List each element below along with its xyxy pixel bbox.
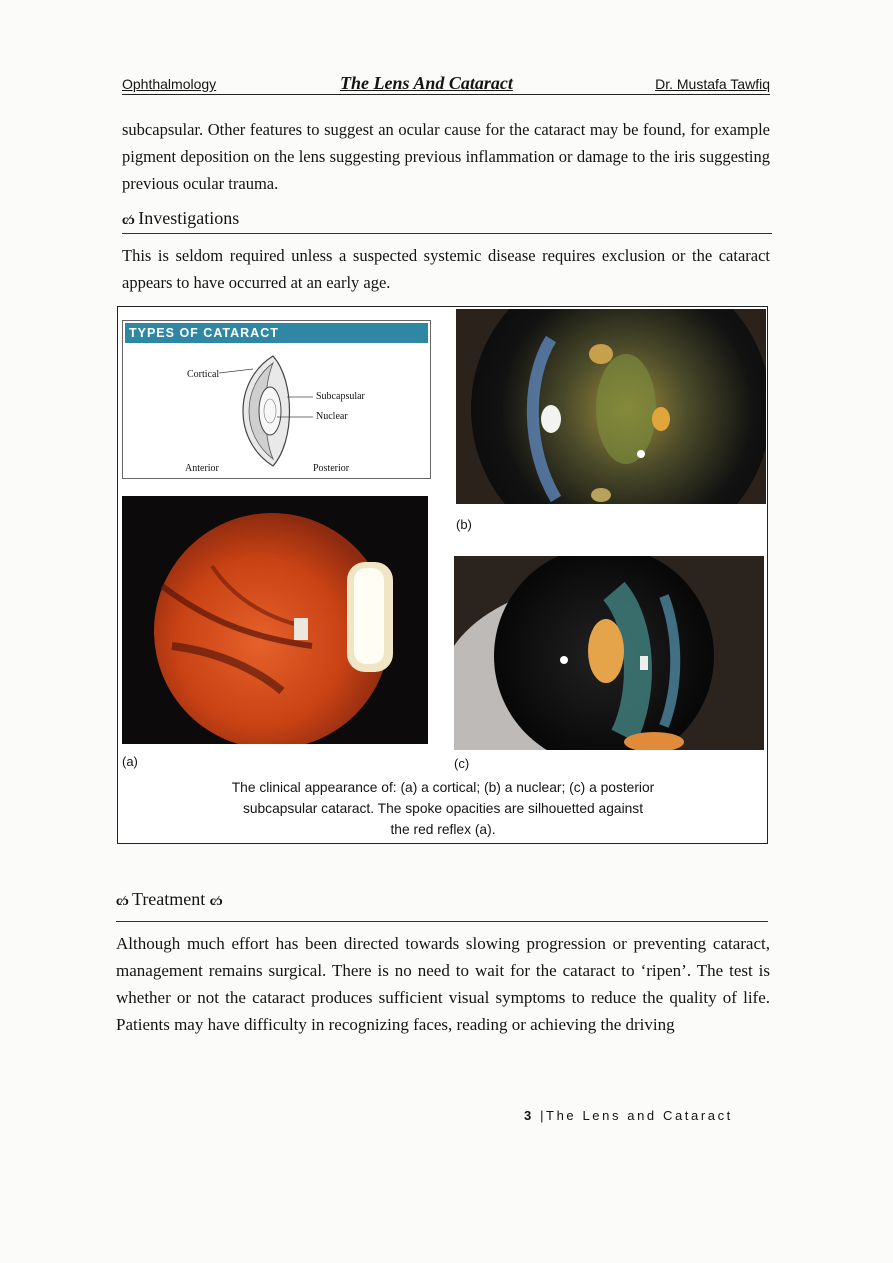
label-nuclear: Nuclear — [316, 411, 348, 422]
label-subcapsular: Subcapsular — [316, 391, 365, 402]
types-of-cataract-diagram — [122, 320, 431, 479]
header-title: The Lens And Cataract — [340, 73, 513, 93]
diagram-title: TYPES OF CATARACT — [125, 323, 428, 343]
label-posterior: Posterior — [313, 463, 350, 474]
header-author: Dr. Mustafa Tawfiq — [655, 76, 770, 92]
section-divider — [116, 921, 768, 922]
investigations-title: Investigations — [138, 208, 240, 228]
treatment-paragraph: Although much effort has been directed towards slowing progression or preventing cataract, management remains surgical. There is no need to wait for the cataract to ‘ripen’. The test is whether or not the cataract produces sufficient visual symptoms to reduce the quality of life. Patients may have difficulty in recognizing faces, reading or achieving the driving — [116, 934, 770, 1034]
footer-separator: | — [540, 1108, 547, 1123]
label-a: (a) — [122, 754, 138, 769]
page-number: 3 — [524, 1108, 534, 1123]
investigations-paragraph: This is seldom required unless a suspected systemic disease requires exclusion or the cataract appears to have occurred at an early age. — [122, 246, 770, 292]
ornament-icon: c∕ɔ — [116, 894, 128, 909]
section-divider — [122, 233, 772, 234]
nuclear-cataract-photo — [456, 309, 766, 504]
caption-line: the red reflex (a). — [390, 822, 496, 837]
intro-paragraph: subcapsular. Other features to suggest an ocular cause for the cataract may be found, for example pigment deposition on the lens suggesting previous inflammation or damage to the iris suggesting previous ocular trauma. — [122, 120, 770, 193]
treatment-heading — [116, 889, 222, 910]
figure-box — [117, 306, 768, 844]
header-subject: Ophthalmology — [122, 76, 217, 92]
label-b: (b) — [456, 517, 472, 532]
label-anterior: Anterior — [185, 463, 219, 474]
lens-cross-section-icon — [123, 321, 432, 480]
posterior-subcapsular-cataract-photo — [454, 556, 764, 750]
caption-line: subcapsular cataract. The spoke opacities are silhouetted against — [242, 801, 644, 816]
page-footer — [524, 1108, 733, 1123]
ornament-icon: c∕ɔ — [122, 213, 134, 228]
caption-line: The clinical appearance of: (a) a cortical; (b) a nuclear; (c) a posterior — [231, 780, 655, 795]
label-cortical: Cortical — [187, 369, 220, 380]
footer-title: The Lens and Cataract — [546, 1108, 733, 1123]
ornament-icon: c∕ɔ — [209, 894, 222, 909]
label-c: (c) — [454, 756, 470, 771]
cortical-cataract-photo — [122, 496, 428, 744]
treatment-title: Treatment — [131, 889, 206, 909]
figure-caption — [148, 777, 738, 840]
investigations-heading — [122, 208, 239, 229]
page-header — [122, 74, 770, 95]
